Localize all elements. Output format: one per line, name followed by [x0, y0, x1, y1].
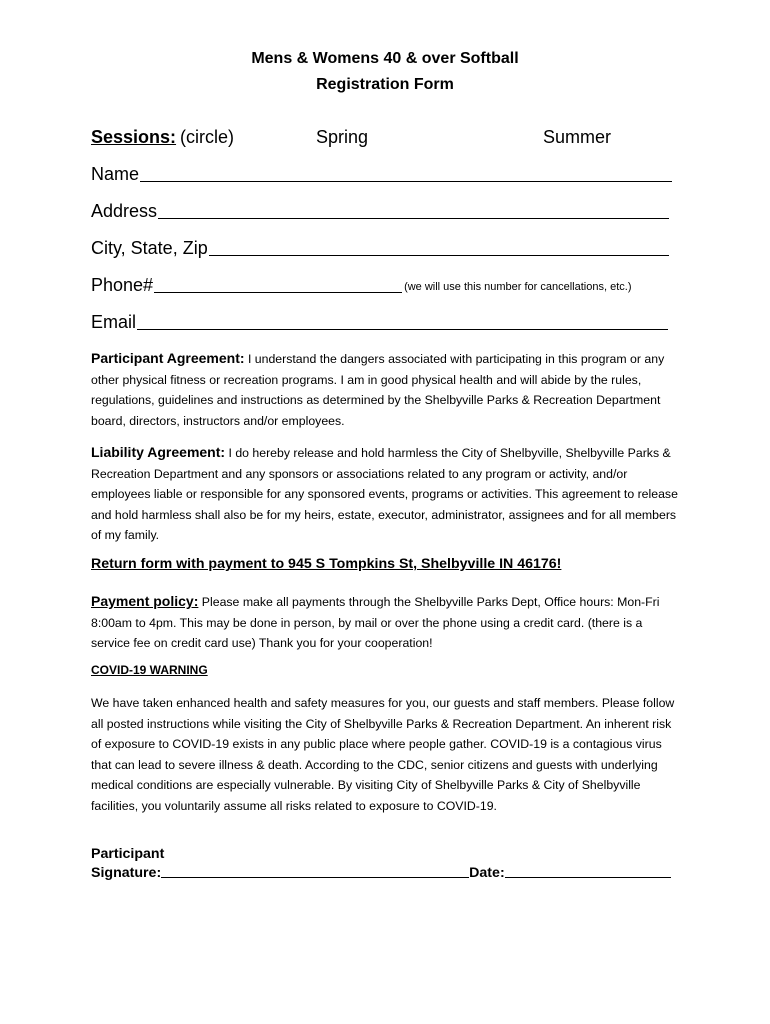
covid-warning-heading: COVID-19 WARNING: [91, 663, 208, 677]
name-input-line[interactable]: [140, 167, 672, 182]
signature-input-line[interactable]: [161, 865, 469, 878]
liability-agreement-text: I do hereby release and hold harmless the City of Shelbyville, Shelbyville Parks & Recreation Department and any sponsors or associations related to any program or activity, and/or employees liable or responsible for any sponsored events, programs or activities. This agreement to release and hold harmless shall also be for my heirs, estate, executor, administrator, assignees and for all members of my family.: [91, 446, 678, 543]
address-label: Address: [91, 201, 158, 221]
email-label: Email: [91, 312, 137, 332]
payment-policy-heading: Payment policy:: [91, 593, 199, 609]
name-field[interactable]: [91, 164, 691, 185]
name-label: Name: [91, 164, 140, 184]
payment-policy: [91, 591, 683, 654]
sessions-row: [91, 127, 691, 148]
city-state-zip-input-line[interactable]: [209, 241, 669, 256]
participant-agreement-heading: Participant Agreement:: [91, 350, 245, 366]
date-label: Date: [469, 865, 500, 881]
form-title: Mens & Womens 40 & over Softball: [251, 50, 519, 67]
payment-policy-text: Please make all payments through the Shelbyville Parks Dept, Office hours: Mon-Fri 8:00am to 4pm. This may be done in person, by mail or over the phone using a credit card. (there is a service fee on credit card use) Thank you for your cooperation!: [91, 595, 660, 651]
city-state-zip-field[interactable]: [91, 238, 691, 259]
participant-agreement-text: I understand the dangers associated with participating in this program or any other physical fitness or recreation programs. I am in good physical health and will abide by the rules, regulations, guidelines and instructions as determined by the Shelbyville Parks & Recreation Department board, directors, instructors and/or employees.: [91, 352, 665, 428]
sessions-instruction: (circle): [180, 127, 235, 147]
liability-agreement-heading: Liability Agreement:: [91, 444, 226, 460]
email-input-line[interactable]: [137, 315, 668, 330]
form-subtitle: Registration Form: [316, 76, 454, 93]
address-field[interactable]: [91, 201, 691, 222]
phone-label: Phone#: [91, 275, 154, 295]
signature-block: Participant Signature : Date :: [91, 846, 671, 881]
participant-label: Participant: [91, 846, 165, 862]
date-input-line[interactable]: [505, 865, 671, 878]
phone-field[interactable]: [91, 275, 691, 296]
participant-agreement: [91, 348, 683, 431]
session-option-spring[interactable]: Spring: [316, 127, 369, 147]
sessions-label: Sessions:: [91, 127, 177, 147]
city-state-zip-label: City, State, Zip: [91, 238, 208, 258]
phone-note: (we will use this number for cancellations, etc.): [404, 281, 632, 293]
phone-input-line[interactable]: [154, 278, 402, 293]
email-field[interactable]: [91, 312, 691, 333]
covid-warning-text: We have taken enhanced health and safety measures for you, our guests and staff members. Please follow all posted instructions while visiting the City of Shelbyville Parks & Recreation Department. An inherent risk of exposure to COVID-19 exists in any public place where people gather. COVID-19 is a contagious virus that can lead to severe illness & death. According to the CDC, senior citizens and guests with underlying medical conditions are especially vulnerable. By visiting City of Shelbyville Parks & City of Shelbyville facilities, you voluntarily assume all risks related to exposure to COVID-19.: [91, 696, 675, 813]
session-option-summer[interactable]: Summer: [543, 127, 612, 147]
signature-label: Signature: [91, 865, 157, 881]
liability-agreement: [91, 442, 683, 546]
address-input-line[interactable]: [158, 204, 669, 219]
return-notice: Return form with payment to 945 S Tompkins St, Shelbyville IN 46176!: [91, 556, 562, 572]
